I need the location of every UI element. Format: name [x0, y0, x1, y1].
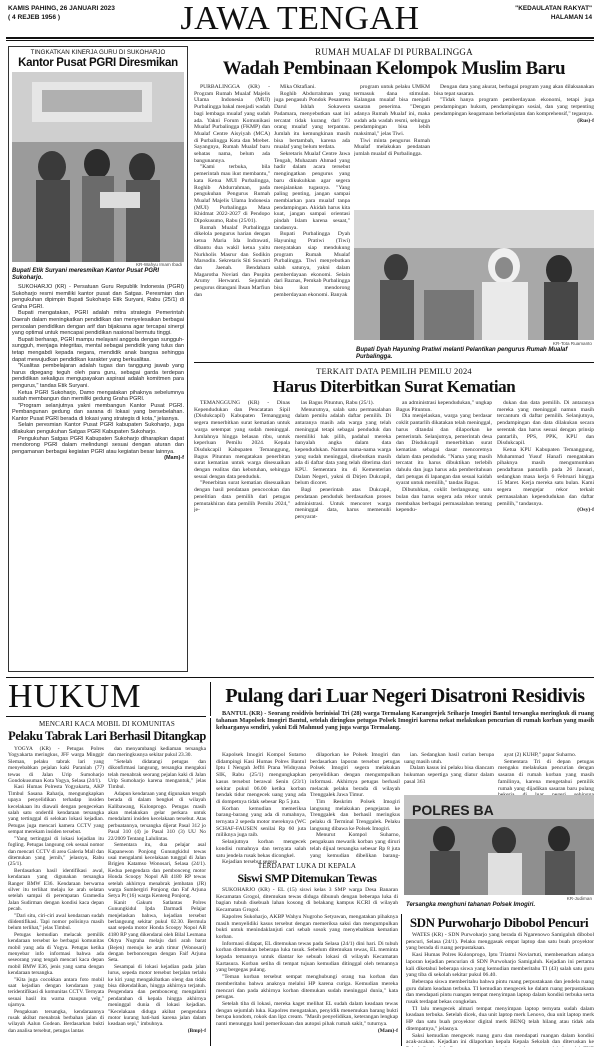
- story-tabrak-paragraph: "Kita juga cocokkan antara foto mobil saat kejadian dengan kendaraan yang teridentifikasi di komunitas CCTV. Ternyata sesuai hasil itu warna maupun velg," ujarnya.: [8, 976, 104, 1009]
- story-kematian-paragraph: Bagi penerintah atas Dukcapil, pendataan penduduk berdasarkan proses administrasi. Untuk mencoret warga meninggal data, harus memenuhi persyarat-: [295, 487, 391, 520]
- hukum-section-title: HUKUM: [8, 678, 142, 715]
- story-siswi-paragraph: Setelah tiba di lokasi, mereka kaget melihat EL sudah dalam keadaan tewas dengan sejumlah luka. Kapolres mengatakan, penyidik menemukan barang bukti berupa kondom, rokok dan lipz cream. "Masih penyelidikan, keterangan lengkap nanti menunggu hasil pemeriksaan dan autopsi pihak rumah sakit," tuturnya.: [216, 1000, 398, 1028]
- story-residivis-paragraph: Sementara Tri di depan petugas mengaku melakukan pencurian dengan sasaran di rumah korban yang masih familinya, karena mengetahui pemilik rumah yang dijadikan sasaran baru pulang: [498, 758, 594, 792]
- story-pgri-sign: (Mam)-f: [164, 455, 184, 462]
- story-residivis-paragraph: Tim Reskrim Polsek Imogiri langsung melakukan pengejaran ke Trenggalek dan berhasil meringkus pelaku di Terminal Trenggalek. Pelaku langsung dibawa ke Polsek Imogiri.: [310, 798, 400, 832]
- story-kematian-paragraph: Ketua KPU Kabupaten Temanggung, Muhammad Yusuf Hanafi mengatakan pihaknya masih mengumumkan pendaftaran pantarlih pada 26 Januari, sedangkan masa kerja 6 Februari hingga 15 Maret. Kerja mereka satu bulan. Kami segera mengejar rekor terkait permasalahan kependudukan dan daftar pemilih," tandasnya.: [497, 446, 594, 507]
- story-kematian-paragraph: Dia menjelaskan, warga yang berdasar coklit pantarlih dikatakan telah meninggal, harus ditandai dan dilaporkan ke pemerintah. Selanjutnya, pemerintah desa dan Disdukcapil menerbitkan surat kematian sebagai dasar mencoretnya dalam data penduduk. "Nama yang masih tercatat itu harus dibuktikan terlebih dahulu dan juga harus ada pemberitahuan dari petugas di lapangan dan sesuai kaidah syarat untuk memilih," tandas Bagus.: [396, 413, 492, 487]
- story-siswi-paragraph: Kapolres Sukoharjo, AKBP Wahyu Nugroho Setyawan, mengatakan pihaknya masih menyelidiki kasus tersebut dengan memeriksa saksi dan mengumpulkan bukti untuk menindaklanjuti cari sebab sosok yang menyebabkan kematian korban.: [216, 913, 398, 940]
- story-pgri-paragraph: "Kualitas pembelajaran adalah tugas dan tanggung jawab yang harus dipegang teguh oleh para guru, sebagai garda terdepan pendidikan sekaligus mengupayakan aspirasi adalah komitmen para pengurus," tandas Etik Suryani.: [12, 363, 184, 389]
- column-divider-sdn: [401, 914, 402, 1046]
- story-pgri-paragraph: Pengukuhan Satgas PGRI Kabupaten Sukoharjo diharapkan dapat mendorong PGRI dalam melindungi sesuai dengan aturan dan pengamanan berbagai kegiatan PGRI atau kegiatan besar lainnya.: [12, 435, 184, 455]
- story-kematian-col4: [497, 400, 594, 670]
- story-tabrak-paragraph: Sementara itu, dua pelajar asal Kapanewon Ponjong Gunungkidul tewas usai mengalami kecelakaan tunggal di Jalan Brigjen Katamso Wonosari, Selasa (24/1). Kedua pengendara dan pembonceng motor Honda Scoopy Nopol AB 4180 RP tewas setelah akhirnya menabrak jembatan (JR) warga Sumbergiri Ponjong dan Faf Arjuna Setya Pt (16) warga Kenteng Ponjong.: [108, 842, 206, 900]
- story-kematian-headline: Harus Diterbitkan Surat Kematian: [272, 377, 516, 396]
- story-sdn-body: [406, 932, 594, 1047]
- hukum-main-headline: Pulang dari Luar Negeri Disatroni Residivis: [225, 685, 585, 707]
- story-tabrak-paragraph: Petugas kemudian melacak pemilik kendaraan tersebut ke berbagai komunitas mobil yang ada di Yogya. Petugas ketika menyebar info informasi bahwa ada seseorang yang tengah mencari kaca depan mobil BMW E36, jenis yang sama dengan kendaraan tersangka.: [8, 931, 104, 977]
- story-mualaf-photo-credit: KR-Tota Ruamanto: [552, 341, 592, 346]
- story-pgri-photo: [12, 72, 184, 262]
- story-kematian-kicker: TERKAIT DATA PEMILIH PEMILU 2024: [316, 366, 472, 376]
- story-kematian-paragraph: an administrasi kependudukan," ungkap Bagus Pituntun.: [396, 400, 492, 413]
- story-mualaf-paragraph: Sekretaris Mualaf Centre Jawa Tengah, Muhazam Ahmad yang hadir dalam acara tersebut mengingatkan pengurus yang baru dikukuhkan agar segera menjalankan tugasnya. "Yang paling penting, jangan sampai membiarkan para mualaf tanpa pendampingan. Akidah harus kita kuat, jangan sampai orientasi pindah Islam karena sesaat," tandasnya.: [274, 151, 350, 231]
- story-tabrak-paragraph: "Yang tertinggal di lokasi kejadian itu fogling. Petugas langsung cek sesuai nomor dan mencari CCTV di area Galeria Mall dan ditemukan yang jernih," jelasnya, Rabu (25/1).: [8, 835, 104, 868]
- story-mualaf-paragraph: Rumah Mualaf Purbalingga dikelola pengurus harian dengan ketua Maria Ida Indrawati, dibantu dua wakil ketua yaitu Nurkholis Masrur dan Sodikin Marsodin. Sekretaris Siti Suwarti dan Jaenah. Bendahara Magarotha Noviati dan Puspita Arumy Herwanti. Sejumlah pengurus ditangani Ihsan Marfiun dan: [194, 224, 270, 298]
- story-residivis-paragraph: Menurut Kompol Suharno, pengakuan mewarik korban yang diruri telah dijual tersangka sebesar Rp 8 juta yang kemudian dibelikan barang-: [310, 832, 400, 858]
- story-siswi-paragraph: "Teman korban tersebut sempat menghubungi orang tua korban dan memberitahu bahwa anaknya melalui HP karena curiga. Kemudian mereka mencari dan pada akhirnya korban ditemukan sudah meninggal dunia," kata petugas.: [216, 974, 398, 1001]
- story-residivis-caption: Tersangka menghuni tahanan Polsek Imogiri.: [406, 902, 536, 908]
- story-pgri-paragraph: "Program selanjutnya yakni membangun Kantor Pusat PGRI. Pembangunan gedung dan sarana di lokasi yang bersebelahan. Kantor Pusat PGRI berada di lokasi yang strategis di kota," jelasnya.: [12, 402, 184, 422]
- story-siswi-sign: (Mam)-f: [377, 1027, 398, 1034]
- story-kematian-paragraph: dukan dan data pemilih. Di antaranya mereka yang meninggal namun masih tercantum di daftar pemilih. Selanjutnya, pendampingan dan data dilakukan secara serentak dan harus sesuai dengan prinsip pantarlih, PPS, PPK, KPU dan Disdukcapil.: [497, 400, 594, 447]
- story-mualaf-paragraph: Bupati Purbalingga Dyah Hayuning Pratiwi (Tiwi) menyatakan siap mendukung program Rumah Mualaf Purbalingga. Tiwi menyebutkan salah satunya, yakni dalam pemberdayaan ekonomi. Selain dari Baznas, Pemkab Purbalingga bisa ikut mendorong pemberdayaan ekonomi. Banyak: [274, 231, 350, 298]
- story-kematian-paragraph: "Penerbitan surat kematian disesuaikan dengan hasil pendataan pencocokan dan penelitian data pemilih dari petugas pemutakhiran data pemilih Pemilu 2024," je-: [194, 480, 290, 514]
- story-sdn-headline: SDN Purwoharjo Dibobol Pencuri: [409, 915, 589, 930]
- story-residivis-paragraph: Korban kemudian memeriksa barang-barang yang ada di rumahnya, ternyata 2 sepeda motor mereknya (WC SCHAF-FAUSEN senilai Rp 60 juta miliknya juga raib.: [216, 805, 306, 839]
- hukum-rule-bottom: [6, 716, 206, 717]
- story-tabrak-paragraph: "Setelah didatangi petugas dan dikonfirmasi langsung, tersangka mengakui telah menabrak seorang pejalan kaki di Jalan Urip Sumoharjo karena mengantuk," jelas Timbul.: [108, 758, 206, 791]
- story-kematian-paragraph: Dibutuhkan, coklit berlangsung satu bulan dan harus segera ada rekor untuk membahas berbagai permasalahan tentang kependu-: [396, 487, 492, 514]
- story-mualaf-headline: Wadah Pembinaan Kelompok Muslim Baru: [222, 58, 566, 79]
- story-pgri-paragraph: SUKOHARJO (KR) - Persatuan Guru Republik Indonesia (PGRI) Sukoharjo resmi memiliki kantor pusat dan Satgas. Peresmian dan pengukuhan dipimpin Bupati Sukoharjo Etik Suryani, Rabu (25/1) di Graha PGRI.: [12, 284, 184, 310]
- story-mualaf-caption: Bupati Dyah Hayuning Pratiwi melanti Pelantikan pengurus Rumah Mualaf Purbalingga.: [356, 347, 568, 361]
- story-mualaf-paragraph: Dengan data yang akurat, berbagai program yang akan dilaksanakan bisa tepat sasaran.: [434, 84, 594, 97]
- story-kematian-col2: [295, 400, 391, 670]
- story-tabrak-col1: [8, 746, 104, 1046]
- story-mualaf-paragraph: "Tidak hanya program pemberdayaan ekonomi, tetapi juga pendampingan hukum, pendampingan sosial, dan yang terpenting pendampingan keagamaan berkelanjutan dan komprehensif," tegasnya.: [434, 97, 594, 117]
- story-pgri-headline: Kantor Pusat PGRI Diresmikan: [18, 57, 178, 69]
- story-mualaf-paragraph: "Kami terbuka, bila pemerintah mau ikut membantu," kata Ketua MUI Purbalingga, Roghib Abdurrahman, pada pengukuhan Pengurus Rumah Mualaf Majelis Ulama Indonesia (MUI) Purbalingga Masa Khidmat 2022-2027 di Pendopo Dipokusumo, Rabu (25/01).: [194, 164, 270, 225]
- story-sdn-paragraph: TI lalu mengecek almari tempat menyimpan laptop ternyata sudah dalam keadaan terbuka. Setelah dicek, dua unit laptop merk Lenovo, dua unit laptop merk HP dan satu buah proyektor digital merk BENQ telah hilang atau tidak ada ditempatnya," jelasnya.: [406, 1005, 594, 1032]
- story-tabrak-paragraph: Sesampai di lokasi kejadian pada jalan lurus, sepeda motor tersebut berjalan terlalu ke kiri yang mengakibatkan oleng dan tidak bisa dikendalikan, hingga akhirnya terjatuh. Pengendara dan pembonceng mengalami pendarahan di kepala hingga akhirnya meninggal dunia di lokasi kejadian. "Kecelakaan diduga akibat pengendara motor kurang hati-hati karena jalan dalam keadaan sepi," imbuhnya.: [108, 963, 206, 1028]
- masthead-rejeb: ( 4 REJEB 1956 ): [8, 14, 61, 21]
- story-mualaf-col3: [354, 84, 430, 224]
- story-mualaf-paragraph: PURBALINGGA (KR) - Program Rumah Mualaf Majelis Ulama Indonesia (MUI) Purbalingga bakal menjadi wadah bagi lembaga mualaf yang sudah ada. Yakni Forum Komunikasi Mualaf Purbalingga (FKMP) dan Mualaf Centre Aisyiyah (MCA) di Purbalingga Kota dan Mrebet. Sayangnya, Rumah Mualaf baru sebatas nama, belum ada bangunannya.: [194, 84, 270, 164]
- story-mualaf-paragraph: Roghib Abdurrahman yang juga pengasuh Pondok Pesantren Darul Ishlah Sokawera Padamara, menyebutkan saat ini tercatat tidak kurang dari 73 orang mualaf yang terpantau. Jumlah itu kemungkinan masih bisa bertambah, karena ada mualaf yang belum terdata.: [274, 90, 350, 151]
- story-tabrak-paragraph: Berdasarkan hasil identifikasi awal, kendaraan yang digunakan tersangka Ranger BMW E36. Kendaraan berwarna silver itu terlihat melaju ke arah selatan setelah sampai di perempatan Gramedia Jalan Sudirman dengan kondisi kaca depan pecah.: [8, 867, 104, 913]
- masthead-date: KAMIS PAHING, 26 JANUARI 2023: [8, 5, 115, 12]
- hukum-title-divider: [210, 682, 211, 716]
- story-sdn-paragraph: Beberapa siswa memberitahu bahwa pintu ruang perpustakaan dan jendela ruang guru dalam keadaan terbuka. TI kemudian mengecek ke dalam ruang perpustakaan dan mendapati pintu ruangan tempat menyimpan laptop dalam kondisi terbuka serta rusak terdapat bekas congkelan.: [406, 978, 594, 1006]
- story-residivis-paragraph: ian. Sedangkan hasil curian berupa uang masih utuh.: [404, 752, 494, 765]
- story-tabrak-paragraph: Kasi Humas Polresta Yogyakarta, AKP Timbul Sasana Raharja, mengungkapkan upaya penyelidikan terhadap insiden kecelakaan itu diawali dengan pengecekan salah satu onderdil kendaraan tersangka yang tertinggal di selokan lokasi kejadian. Petugas juga mencari kamera CCTV yang sempat merekam insiden tersebut.: [8, 784, 104, 836]
- divider-mualaf: [194, 362, 594, 363]
- story-kematian-paragraph: Menurutnya, salah satu permasalahan dalam pemilu adalah daftar pemilih. Di antaranya masih ada warga yang telah meninggal tetapi sebagai penduduk dan memiliki hak pilih, padahal mereka hanyalah angka dalam data kependudukan. Namun nama-nama warga yang sudah meninggal, disebutkan masih ada di daftar data yang telah diterima dari KPU. Sementara itu di Kementerian Dalam Negeri, yakni di Dirjen Dukcapil, belum dicoret.: [295, 406, 391, 487]
- story-mualaf-col1: [194, 84, 270, 354]
- story-residivis-paragraph: ayat (2) KUHP," papar Suharno.: [504, 752, 577, 758]
- story-pgri-photo-credit: KR-Wahyu Imam Ibadi: [135, 262, 182, 267]
- masthead-page: HALAMAN 14: [550, 14, 592, 21]
- story-residivis-col3: [404, 752, 494, 792]
- story-residivis-paragraph: Kejadian tersebut segera: [222, 859, 277, 866]
- story-pgri-kicker: TINGKATKAN KINERJA GURU DI SUKOHARJO: [30, 49, 166, 56]
- story-residivis-paragraph: Selanjutnya korban mengecek kondisi rumahnya dan ternyata salah satu jendela rusak bekas dicongkel.: [216, 839, 306, 859]
- story-mualaf-photo: [354, 210, 594, 340]
- story-siswi-body: [216, 887, 398, 1047]
- story-tabrak-paragraph: Adapun kendaraan yang digunakan tengah berada di dalam bengkel di wilayah Kalibawang, Kulonprogo. Petugas masih akan melakukan gelar perkara untuk mendalami insiden kecelakaan tersebut. Atas perbuatannya, tersangka dijerat Pasal 312 jo Pasal 310 (4) jo Pasal 310 (3) UU No 22/2009 Tentang Lalulintas.: [108, 790, 206, 842]
- story-mualaf-col2: [274, 84, 350, 354]
- story-siswi-kicker: TERDAPAT LUKA DI KEPALA: [257, 862, 357, 870]
- svg-text:POLRES BA: POLRES BA: [412, 802, 494, 818]
- story-kematian-col3: [396, 400, 492, 670]
- story-residivis-paragraph: Dalam kasus ini pelaku bisa diancam hukuman sepertiga yang diatur dalam pasal 363: [404, 765, 494, 785]
- story-mualaf-paragraph: Tiwi minta pengurus Rumah Mualaf melakukan pendataan jumlah mualaf di Purbalingga.: [354, 137, 430, 158]
- story-kematian-sign: (Osy)-f: [577, 507, 594, 514]
- story-mualaf-paragraph: program untuk pelaku UMKM termasuk dana stimulan. Kalangan mualaf bisa menjadi sasaran penerima. "Dengan adanya Rumah Mualaf ini, maka sudah ada wadah resmi, sehingga pendampingan bisa lebih maksimal," jelas Tiwi.: [354, 84, 430, 137]
- story-pgri-paragraph: Bupati mengatakan, PGRI adalah mitra strategis Pemerintah Daerah dalam meningkatkan pendidikan dan menyelesaikan berbagai persoalan pendidikan dengan arif dan bijaksana agar tercapai sinergi yang optimal untuk mencapai pendidikan nasional bermutu tinggi.: [12, 310, 184, 337]
- story-pgri-paragraph: Bupati berharap, PGRI mampu melayani anggota dengan sungguh-sungguh, menjaga integritas, mental sebagai pendidik yang tulus dan tetap mengabdi kepada negara, mendidik anak bangsa sehingga dapat mewujudkan pendidikan karakter yang berkualitas.: [12, 336, 184, 363]
- story-sdn-paragraph: Saksi kemudian mengecek ruang guru dan mendapati ruangan dalam kondisi acak-acakan. Kejadian ini dilaporkan kepala Kepala Sekolah dan diteruskan ke: [406, 1032, 594, 1046]
- story-tabrak-paragraph: "Dari situ, ciri-ciri awal kendaraan sudah diidentifikasi. Tapi nomor polisinya masih belum terlihat," jelas Timbul.: [8, 912, 104, 932]
- story-kematian-paragraph: las Bagus Pituntun, Rabu (25/1).: [301, 400, 375, 406]
- story-mualaf-col4: [434, 84, 594, 208]
- story-residivis-photo-credit: KR-Judiman: [566, 896, 592, 901]
- story-kematian-paragraph: TEMANGGUNG (KR) - Dinas Kependudukan dan Pencatatan Sipil (Disdukcapil) Kabupaten Temanggung segera menerbitkan surat kematian untuk warga setempat yang sudah meninggal. Jumlahnya hingga belasan ribu, untuk keperluan Pemilu 2024. Kepala Disdukcapil Kabupaten Temanggung, Bagus Pituntun mengatakan penerbitan surat kematian untuk warga disesuaikan dengan realitas dan kebutuhan, sehingga sesuai dengan data penduduk.: [194, 400, 290, 480]
- story-mualaf-paragraph: Mika Oktafiani.: [280, 84, 316, 90]
- story-pgri-paragraph: Ketua PGRI Sukoharjo, Damo mengatakan pihaknya sebelumnya sudah membangun dan memiliki gedung Graha PGRI.: [12, 389, 184, 403]
- masthead-title: JAWA TENGAH: [180, 0, 420, 37]
- story-residivis-photo: [404, 795, 594, 895]
- story-tabrak-paragraph: Kanit Gakum Satlantas Polres Gunungkidul Ipda Darmadi Pelajar menjelaskan bahwa, kejadian tersebut berlangsung sekitar pukul 02.30. Bermula saat sepeda motor Honda Scoopy Nopol AB 4180 RP yang dikendarai oleh Bilal Lesmana Oktya Nugraha melaju dari arah barat (Bejen) menuju ke arah timur (Wonosari) dengan berboncengan dengan Faif Arjuna Seta.: [108, 899, 206, 964]
- story-tabrak-headline: Pelaku Tabrak Lari Berhasil Ditangkap: [8, 729, 206, 743]
- masthead-paper-name: "KEDAULATAN RAKYAT": [515, 5, 592, 12]
- story-mualaf-kicker: RUMAH MUALAF DI PURBALINGGA: [315, 47, 473, 57]
- story-siswi-headline: Siswi SMP Ditemukan Tewas: [237, 871, 377, 885]
- column-divider-hukum: [210, 718, 211, 1046]
- story-residivis-col2: [310, 752, 400, 858]
- story-siswi-paragraph: Informasi didapat, EL ditemukan tewas pada Selasa (24/1) dini hari. Di tubuh korban ditemukan beberapa luka tusuk. Sebelum ditemukan tewas, EL meminta kepada temannya untuk diantar ke sebuah lokasi di wilayah Kecamatan Kartasura. Korban setiba di tempat tujuan kemudian ditinggal oleh temannya yang bergegas pulang.: [216, 940, 398, 974]
- story-mualaf-sign: (Rus)-f: [577, 117, 594, 124]
- story-tabrak-paragraph: Pengakuan tersangka, kendaraannya rusak akibat menabrak berbahan jalan di wilayah Aalun Godean. Berdasarkan bukti dan analisa tersebut, petugas lantas: [8, 1008, 104, 1034]
- story-residivis-paragraph: dilaporkan ke Polsek Imogiri dan berdasarkan laporan tersebut petugas Polsek Imogiri segera melakukan penyelidikan dengan mengumpulkan informasi. Akhirnya petugas berhasil melacak pelaku berada di wilayah Trenggalek Jawa Timur.: [310, 752, 400, 799]
- story-siswi-paragraph: SUKOHARJO (KR) - EL (15) siswi kelas 3 SMP warga Desa Banaran Kecamatan Grogol, ditemukan tewas diduga dibunuh dengan beberapa luka di bagian tubuh disebuah lahan kosong di belakang kampus KCRI di wilayah Kecamatan Grogol.: [216, 887, 398, 914]
- story-pgri-paragraph: Selain peresmian Kantor Pusat PGRI kabupaten Sukoharjo, juga dilakukan pengukuhan Satgas PGRI Kabupaten Sukoharjo.: [12, 422, 184, 436]
- story-tabrak-col2: [108, 746, 206, 1046]
- story-pgri-caption: Bupati Etik Suryani meresmikan Kantor Pusat PGRI Sukoharjo.: [12, 268, 160, 282]
- story-pgri-body: [12, 284, 184, 668]
- story-kematian-col1: [194, 400, 290, 670]
- story-tabrak-kicker: MENCARI KACA MOBIL DI KOMUNITAS: [38, 720, 176, 728]
- story-residivis-paragraph: Kapolsek Imogiri Kompol Sutarno didampingi Kasi Humas Polres Bantul Iptu I Nengah Jeffri Prana Widnyana SIK, Rabu (25/1) mengungkapkan kasus tersebut berawal Senin (23/1) sekitar pukul 06.00 ketika korban hendak tidur mengecek uang yang ada di dompetnya tidak sebesar Rp 5 juta.: [216, 752, 306, 805]
- masthead-rule-top: [6, 37, 594, 39]
- story-residivis-lead-paragraph: BANTUL (KR) - Seorang residivis berinisial Tri (28) warga Termalang Karangrejek Sriharjo Imogiri Bantul tersangka meringkuk di ruang tahanan Mapolsek Imogiri Bantul, setelah diringkus petugas Polsek Imogiri karena nekat melakukan pencurian di rumah korban yang masih keluarganya sendiri, yakni Edi Mahmud yang juga warga Termalang.: [216, 710, 594, 732]
- story-residivis-lead: [216, 710, 594, 750]
- story-sdn-paragraph: Kasi Humas Polres Kulonprogo, Iptu Triatmi Noviartuti, membenarkan adanya laporan kejadian pencurian di SDN Purwoharjo Samigaluh. Kejadian ini pertama kali diketahui beberapa siswa yang kemudian memberitahu TI (43) salah satu guru yang tiba di sekolah sekitar pukul 06.40.: [406, 952, 594, 979]
- story-tabrak-paragraph: dan menyambangi kediaman tersangka dan meringkusnya sekitar pukul 23.30.: [108, 746, 206, 759]
- story-sdn-paragraph: WATES (KR) - SDN Purwoharjo yang berada di Ngarenowo Samigaluh dibobol pencuri, Selasa (24/1). Pelaku menggasak empat laptop dan satu buah proyektor yang berada di ruang perpustakaan.: [406, 932, 594, 952]
- masthead-rule-bottom: [6, 40, 594, 41]
- story-tabrak-sign: (Bmp)-f: [187, 1027, 206, 1034]
- story-tabrak-paragraph: YOGYA (KR) - Petugas Polres Yogyakarta meringkus, JFF warga Minggir Sleman, pelaku tabrak lari yang menyebabkan pejalan kaki Paraniah (77) tewas di Jalan Urip Sumoharjo Gondokusuman Kota Yogya, Selasa (24/1).: [8, 746, 104, 785]
